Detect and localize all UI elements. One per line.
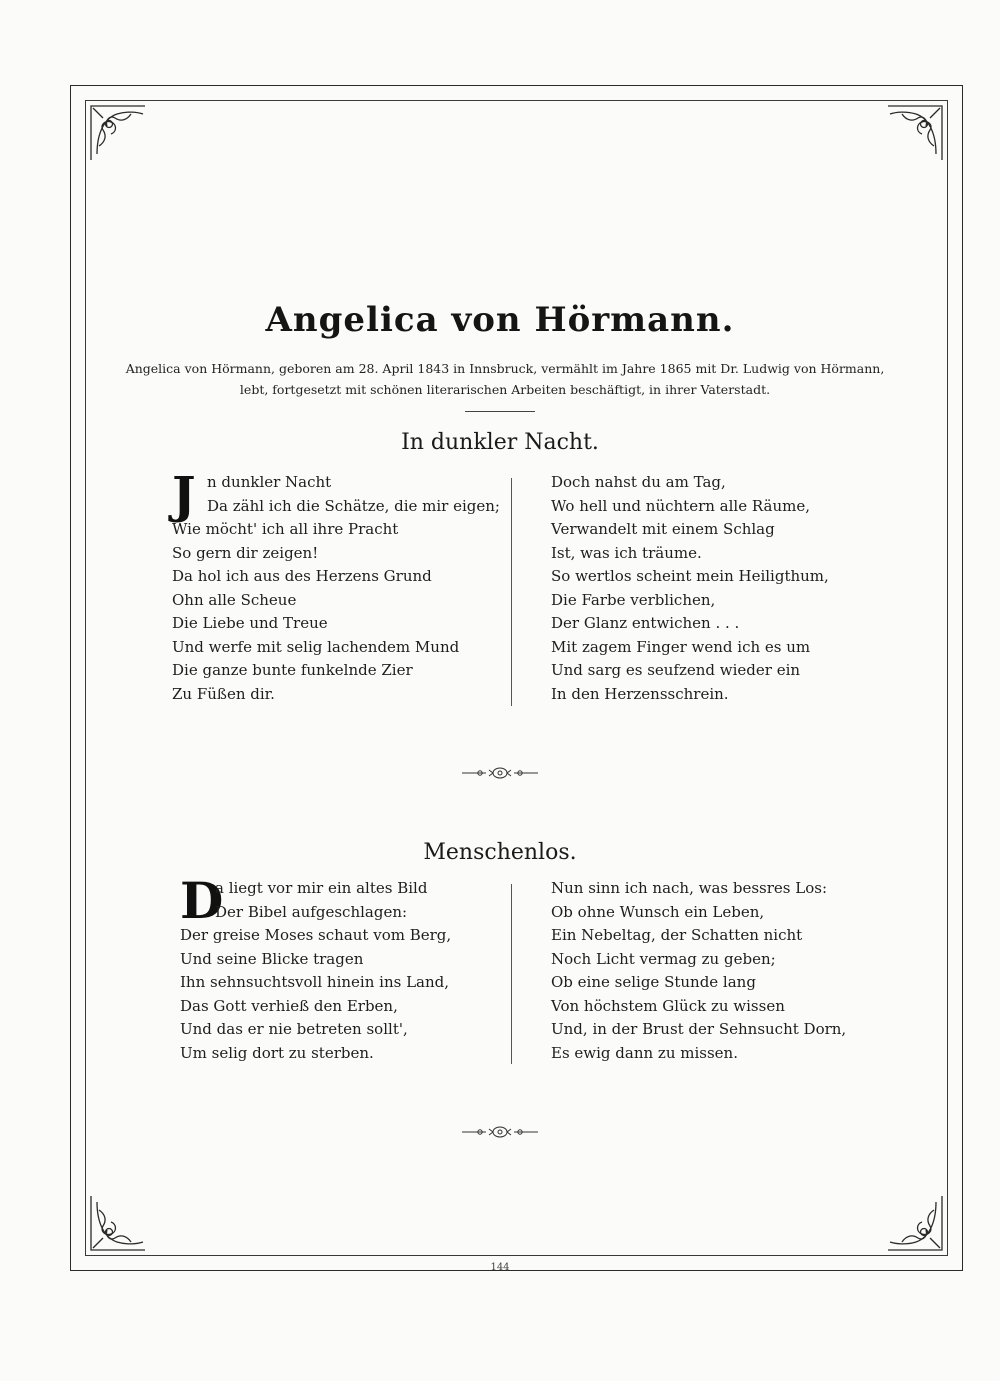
verse-line: Ein Nebeltag, der Schatten nicht (551, 926, 803, 944)
page-title: Angelica von Hörmann. (265, 300, 735, 340)
corner-ornament-bottom-right-icon (884, 1192, 946, 1254)
verse-line: Da hol ich aus des Herzens Grund (172, 567, 432, 585)
verse-line: Ob eine selige Stunde lang (551, 973, 756, 991)
verse-line: Das Gott verhieß den Erben, (180, 996, 398, 1015)
verse-line: Die Farbe verblichen, (551, 590, 716, 609)
verse-line: Ihn sehnsuchtsvoll hinein ins Land, (180, 973, 450, 991)
poem-title: In dunkler Nacht. (401, 430, 599, 455)
verse-line: a liegt vor mir ein altes Bild (215, 879, 428, 897)
poem-stanza-right (551, 877, 846, 1065)
author-biography (120, 358, 890, 400)
corner-ornament-top-right-icon (884, 102, 946, 164)
poem-title: Menschenlos. (423, 840, 577, 865)
column-divider-line (511, 884, 512, 1064)
verse-line: Zu Füßen dir. (172, 684, 275, 703)
verse-line: Verwandelt mit einem Schlag (551, 520, 775, 538)
verse-line: Ob ohne Wunsch ein Leben, (551, 902, 765, 921)
verse-line: Ohn alle Scheue (172, 590, 297, 609)
verse-line: Und sarg es seufzend wieder ein (551, 661, 801, 679)
poem-stanza-right (551, 471, 829, 706)
verse-line: Nun sinn ich nach, was bessres Los: (551, 879, 828, 897)
verse-line: Und werfe mit selig lachendem Mund (172, 637, 460, 656)
verse-line: Die Liebe und Treue (172, 614, 328, 632)
page-number: 144 (490, 1262, 510, 1273)
verse-line: Und seine Blicke tragen (180, 949, 364, 968)
verse-line: In den Herzensschrein. (551, 684, 729, 703)
poem-stanza-left (172, 465, 500, 706)
corner-ornament-top-left-icon (87, 102, 149, 164)
bio-line: lebt, fortgesetzt mit schönen literarischen Arbeiten beschäftigt, in ihrer Vaterstadt. (239, 382, 771, 397)
verse-line: Der greise Moses schaut vom Berg, (180, 926, 452, 944)
verse-line: Noch Licht vermag zu geben; (551, 949, 776, 968)
verse-line: Wie möcht' ich all ihre Pracht (172, 520, 399, 538)
verse-line: So wertlos scheint mein Heiligthum, (551, 567, 829, 585)
verse-line: Der Bibel aufgeschlagen: (215, 902, 408, 921)
verse-line: Doch nahst du am Tag, (551, 473, 726, 491)
verse-line: Da zähl ich die Schätze, die mir eigen; (207, 496, 500, 515)
verse-line: Ist, was ich träume. (551, 543, 702, 562)
verse-line: Mit zagem Finger wend ich es um (551, 637, 811, 656)
column-divider-line (511, 478, 512, 706)
verse-line: Um selig dort zu sterben. (180, 1043, 374, 1062)
title-separator-rule (465, 411, 535, 412)
drop-cap-letter: J (172, 465, 196, 524)
verse-line: Und das er nie betreten sollt', (180, 1020, 408, 1038)
bio-line: Angelica von Hörmann, geboren am 28. April 1843 in Innsbruck, vermählt im Jahre 1865 mit Dr. Ludwig von Hörmann, (125, 361, 885, 376)
verse-line: n dunkler Nacht (207, 473, 332, 491)
verse-line: Der Glanz entwichen . . . (551, 614, 740, 632)
section-divider-ornament-icon (460, 1124, 540, 1138)
section-divider-ornament-icon (460, 765, 540, 779)
verse-line: Es ewig dann zu missen. (551, 1043, 738, 1062)
verse-line: Die ganze bunte funkelnde Zier (172, 661, 413, 679)
poem-stanza-left (180, 871, 452, 1065)
verse-line: Wo hell und nüchtern alle Räume, (551, 496, 810, 515)
drop-cap-letter: D (180, 871, 224, 930)
corner-ornament-bottom-left-icon (87, 1192, 149, 1254)
verse-line: So gern dir zeigen! (172, 543, 319, 562)
verse-line: Von höchstem Glück zu wissen (551, 996, 785, 1015)
verse-line: Und, in der Brust der Sehnsucht Dorn, (551, 1020, 847, 1038)
